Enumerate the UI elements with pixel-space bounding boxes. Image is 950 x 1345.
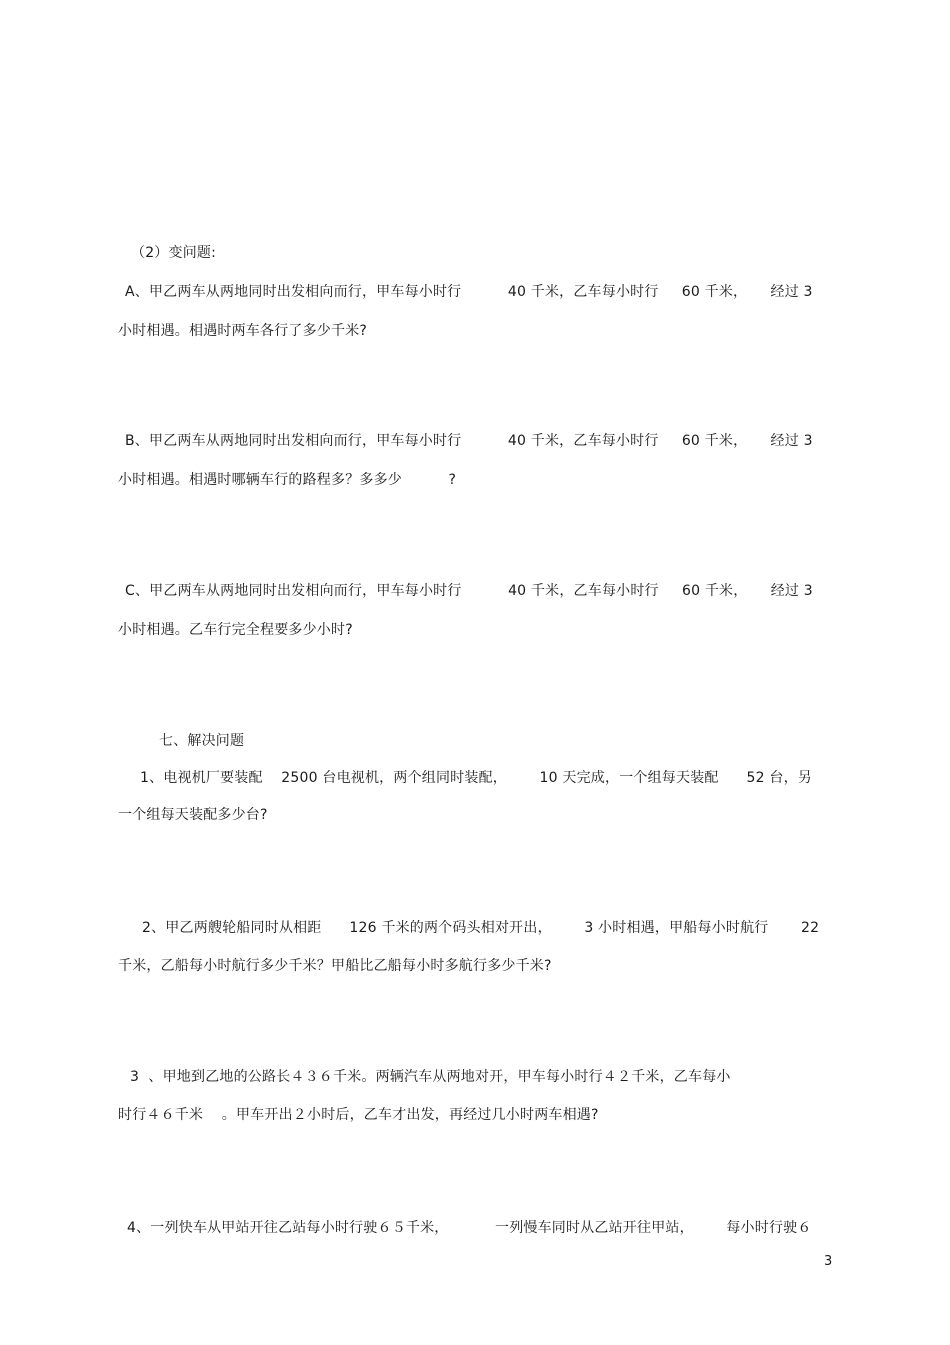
problem-b-line2: 小时相遇。相遇时哪辆车行的路程多？多多少 ? <box>118 472 457 488</box>
page-number: 3 <box>824 1254 833 1269</box>
section-heading: 七、解决问题 <box>159 733 245 749</box>
problem-a-line1: A、甲乙两车从两地同时出发相向而行，甲车每小时行 40 千米，乙车每小时行 60 千米， 经过 3 <box>125 284 813 300</box>
subsection-heading: （2）变问题: <box>131 245 217 261</box>
problem-2-line1: 2、甲乙两艘轮船同时从相距 126 千米的两个码头相对开出， 3 小时相遇，甲船每小时航行 22 <box>142 920 820 936</box>
problem-2-line2: 千米，乙船每小时航行多少千米？甲船比乙船每小时多航行多少千米? <box>118 958 552 974</box>
problem-3-line1: 3 、甲地到乙地的公路长４３６千米。两辆汽车从两地对开，甲车每小时行４２千米，乙车每小 <box>130 1069 731 1085</box>
problem-a-line2: 小时相遇。相遇时两车各行了多少千米? <box>118 323 368 339</box>
problem-1-line1: 1、电视机厂要装配 2500 台电视机，两个组同时装配， 10 天完成，一个组每天装配 52 台，另 <box>140 770 812 786</box>
problem-c-line1: C、甲乙两车从两地同时出发相向而行，甲车每小时行 40 千米，乙车每小时行 60 千米， 经过 3 <box>125 583 813 599</box>
problem-4-line1: 4、一列快车从甲站开往乙站每小时行驶６５千米， 一列慢车同时从乙站开往甲站， 每小时行驶６ <box>127 1220 812 1236</box>
problem-1-line2: 一个组每天装配多少台? <box>118 807 268 823</box>
problem-b-line1: B、甲乙两车从两地同时出发相向而行，甲车每小时行 40 千米，乙车每小时行 60 千米， 经过 3 <box>125 433 813 449</box>
problem-c-line2: 小时相遇。乙车行完全程要多少小时? <box>118 622 353 638</box>
problem-3-line2: 时行４６千米 。甲车开出２小时后，乙车才出发，再经过几小时两车相遇? <box>118 1107 599 1123</box>
